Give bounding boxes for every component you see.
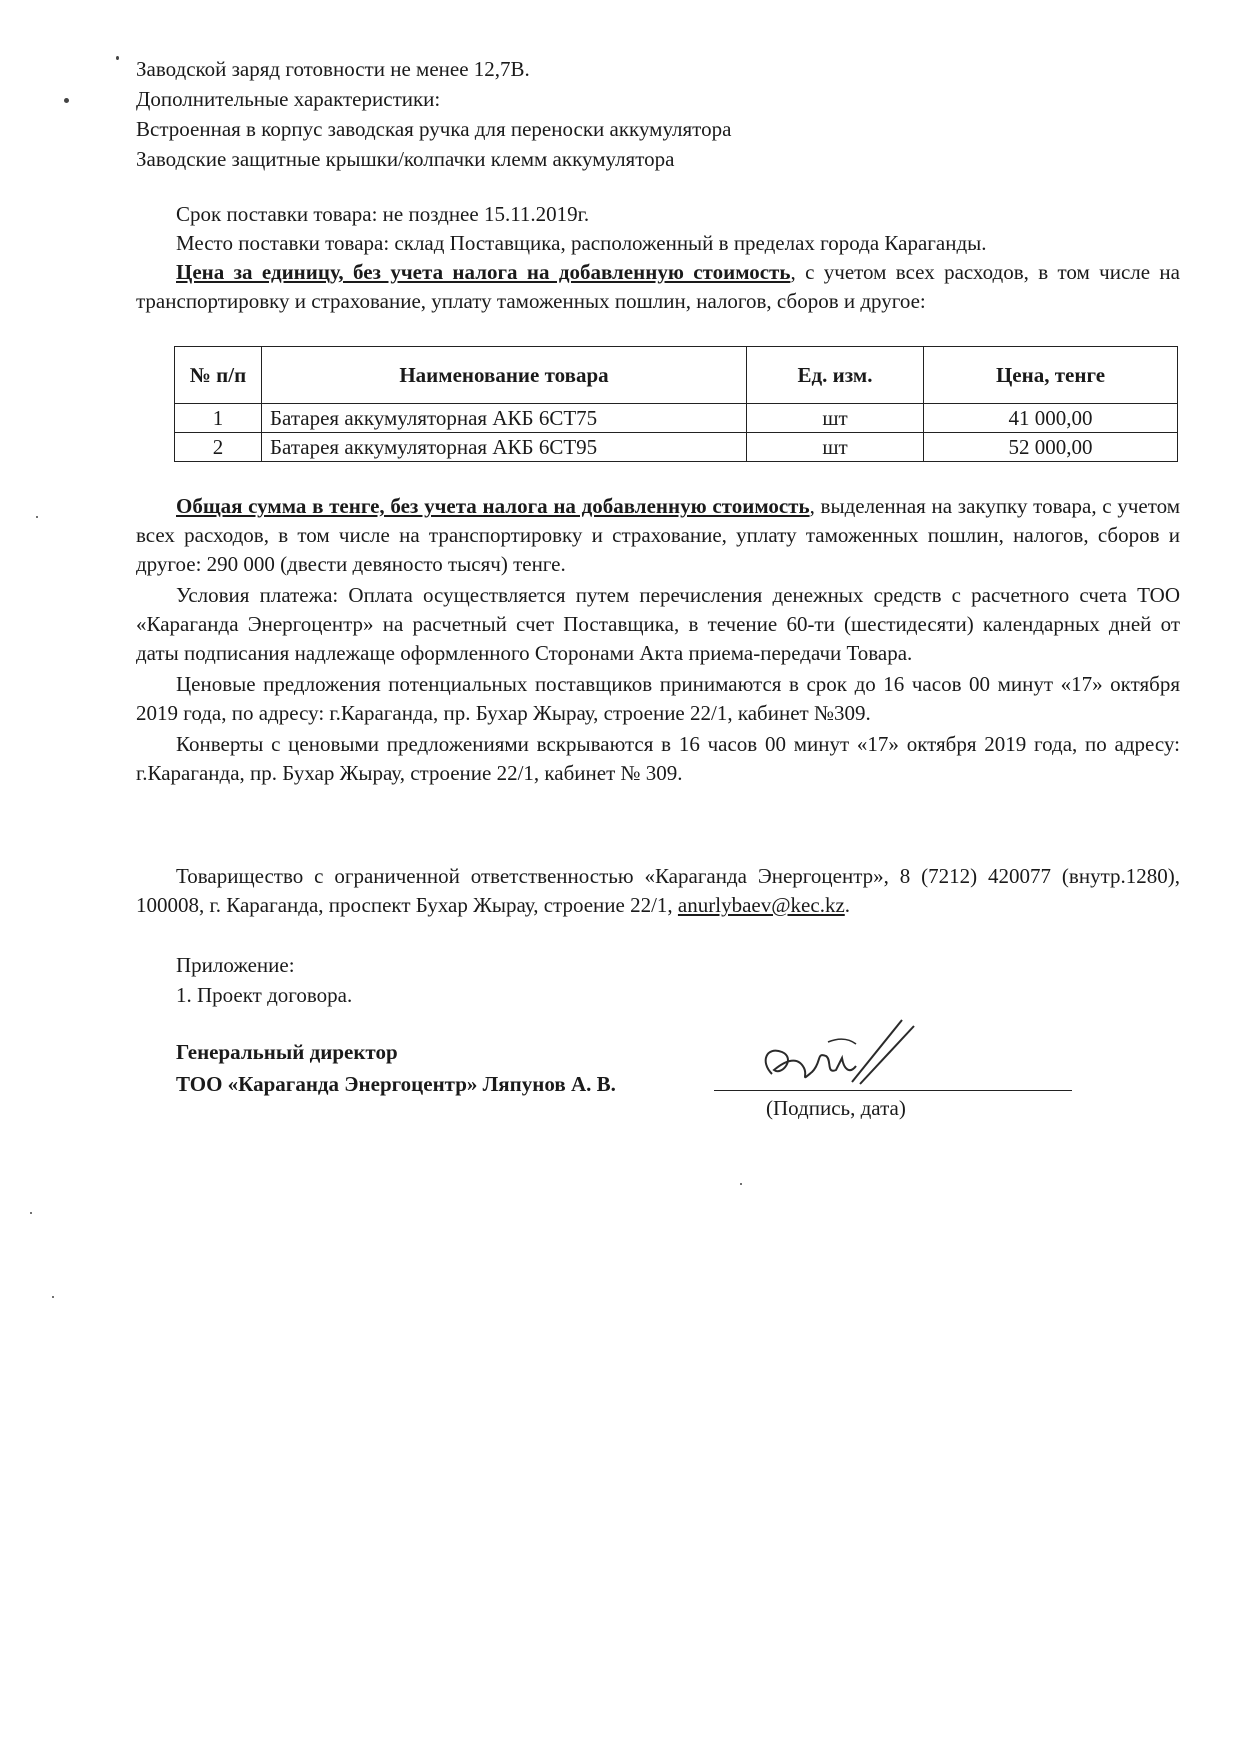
- row-price: 41 000,00: [924, 404, 1178, 433]
- scan-speck: [52, 1296, 54, 1298]
- appendix-block: [176, 950, 352, 1010]
- row-unit: шт: [747, 404, 924, 433]
- spec-line: Встроенная в корпус заводская ручка для переноски аккумулятора: [136, 117, 732, 141]
- contacts-paragraph: [136, 862, 1180, 920]
- signatory-position: Генеральный директор: [176, 1040, 398, 1064]
- spec-line: Дополнительные характеристики:: [136, 87, 441, 111]
- table-row: [175, 404, 1178, 433]
- payment-terms: Условия платежа: Оплата осуществляется путем перечисления денежных средств с расчетного счета ТОО «Караганда Энергоцентр» на расчетный счет Поставщика, в течение 60-ти (шестидесяти) календарных дней от даты подписания надлежаще оформленного Сторонами Акта приема-передачи Товара.: [136, 583, 1180, 665]
- offers-deadline: Ценовые предложения потенциальных поставщиков принимаются в срок до 16 часов 00 минут «17» октября 2019 года, по адресу: г.Караганда, пр. Бухар Жырау, строение 22/1, кабинет №309.: [136, 672, 1180, 725]
- signatory-name: ТОО «Караганда Энергоцентр» Ляпунов А. В.: [176, 1072, 616, 1096]
- row-number: 2: [175, 433, 262, 462]
- delivery-deadline: Срок поставки товара: не позднее 15.11.2019г.: [176, 202, 590, 226]
- total-amount-heading: Общая сумма в тенге, без учета налога на добавленную стоимость: [176, 494, 810, 518]
- scan-speck: [116, 56, 119, 60]
- delivery-place: Место поставки товара: склад Поставщика, расположенный в пределах города Караганды.: [176, 231, 987, 255]
- spec-line: Заводской заряд готовности не менее 12,7В.: [136, 57, 530, 81]
- unit-price-paragraph: [136, 258, 1180, 316]
- header-unit: Ед. изм.: [747, 347, 924, 404]
- header-name: Наименование товара: [262, 347, 747, 404]
- signature-line: [714, 1090, 1072, 1091]
- unit-price-text: , с учетом всех расходов, в том числе на транспортировку и страхование, уплату таможенных пошлин, налогов, сборов и другое:: [136, 260, 1180, 313]
- table-header-row: [175, 347, 1178, 404]
- header-price: Цена, тенге: [924, 347, 1178, 404]
- envelopes-opening: Конверты с ценовыми предложениями вскрываются в 16 часов 00 минут «17» октября 2019 года, по адресу: г.Караганда, пр. Бухар Жырау, строение 22/1, кабинет № 309.: [136, 732, 1180, 785]
- header-number: № п/п: [175, 347, 262, 404]
- total-amount-paragraph: [136, 492, 1180, 579]
- appendix-item: 1. Проект договора.: [176, 983, 353, 1007]
- spec-line: Заводские защитные крышки/колпачки клемм аккумулятора: [136, 147, 675, 171]
- table-row: [175, 433, 1178, 462]
- contacts-end: .: [844, 893, 851, 917]
- scan-speck: [30, 1212, 32, 1214]
- signature-caption: (Подпись, дата): [766, 1096, 906, 1120]
- delivery-terms: [136, 200, 1180, 316]
- row-price: 52 000,00: [924, 433, 1178, 462]
- scan-speck: [64, 98, 69, 103]
- unit-price-heading: Цена за единицу, без учета налога на добавленную стоимость: [176, 260, 791, 284]
- appendix-title: Приложение:: [176, 953, 295, 977]
- row-number: 1: [175, 404, 262, 433]
- handwritten-signature: [752, 1012, 932, 1102]
- scan-speck: [740, 1183, 742, 1185]
- contacts-text: Товарищество с ограниченной ответственностью «Караганда Энергоцентр», 8 (7212) 420077 (внутр.1280), 100008, г. Караганда, проспект Бухар Жырау, строение 22/1,: [136, 864, 1180, 917]
- price-table: [174, 346, 1178, 462]
- row-name: Батарея аккумуляторная АКБ 6СТ95: [262, 433, 747, 462]
- email-link[interactable]: anurlybaev@kec.kz: [677, 893, 845, 917]
- total-amount-text: , выделенная на закупку товара, с учетом всех расходов, в том числе на транспортировку и страхование, уплату таможенных пошлин, налогов, сборов и другое: 290 000 (двести девяносто тысяч) тенге.: [136, 494, 1181, 576]
- terms-body: [136, 492, 1180, 790]
- scan-speck: [36, 516, 38, 518]
- signatory-block: [176, 1036, 616, 1100]
- contacts-block: [136, 862, 1180, 920]
- row-unit: шт: [747, 433, 924, 462]
- specification-block: [136, 54, 1176, 174]
- row-name: Батарея аккумуляторная АКБ 6СТ75: [262, 404, 747, 433]
